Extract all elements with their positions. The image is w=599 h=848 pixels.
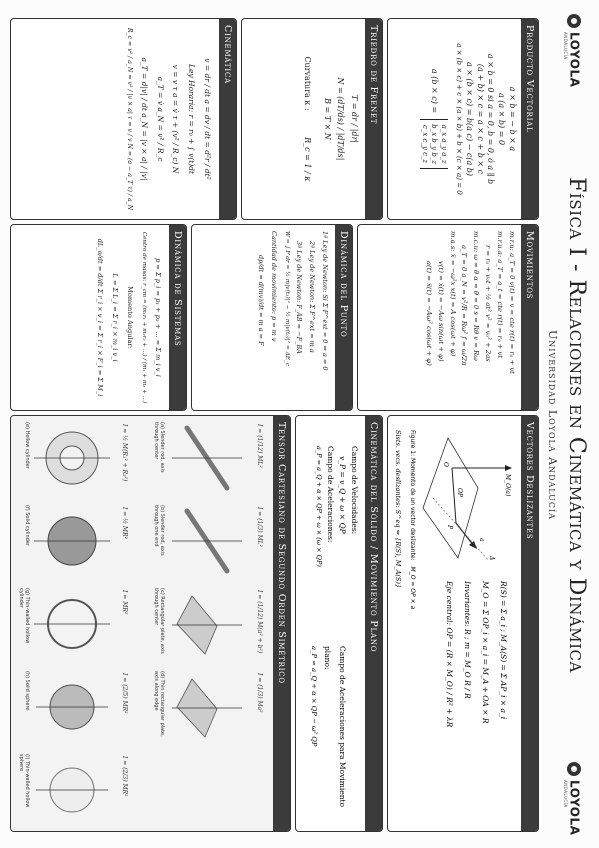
formula: dL_o/dt = d/dt Σ r_i × v_i = Σ r_i × F_i = Σ M_i [95,238,104,397]
moments-of-inertia-figure [11,416,273,831]
formula-label: Momento Angular: [125,286,134,349]
plane-motion-label: Campo de Aceleraciones para Movimiento plano: [323,646,347,808]
formula: 1ª Ley de Newton: Si Σ F^ext = 0 ⇒ a = 0 [321,231,329,371]
formula: W = ∫ F dr = ½ m|v(t₁)|² − ½ m|v(t₀)|² = ΔE_c [284,231,290,367]
formula: Cantidad de movimiento: p = m v [270,231,279,342]
inertia-caption: (i) Thin-walled hollow sphere [18,754,30,808]
fig-label-mo: M_O(a) [504,474,511,497]
formula: m.r.u.a: a_T = a_t = cte r(t) = r₀ + vt [496,231,505,359]
formula-resultant: R(S) = Σ a_i ; M_A(S) = Σ AP_i × a_i [499,581,508,720]
sliding-vector-diagram [418,428,518,563]
formula: p = Σ p_i = p₁ + p₂ + ... = Σ m_i v_i [154,258,162,377]
figure-caption: Figure 1: Momento de un vector deslizante: M_O = OP × a [409,430,416,610]
panel-title: Cinemática del Sólido / Movimiento Plano [365,416,382,831]
plate-shape-icon [167,669,247,744]
inertia-formula: I = (1/3) Ma² [256,673,263,713]
inertia-item [147,586,269,661]
loyola-emblem-icon [568,14,582,28]
panel-title: Tensor Cartesiano de Segundo Orden Simétrico [273,416,290,831]
inertia-caption: (d) Thin rectangular plate, axis along edge [153,671,165,737]
loyola-logo-left: LOYOLA ANDALUCÍA [563,14,585,87]
plate-shape-icon [167,586,247,661]
panel-tensor-inercia [10,415,291,832]
panel-title: Triedro de Frenet [365,19,382,219]
curvature-label: Curvatura κ : [303,56,313,111]
inertia-formula: I = ½ MR² [121,507,128,540]
inertia-formula: I = (2/5) MR² [121,673,128,714]
fig-label-a: a [478,538,485,542]
solido-left [314,446,360,567]
formula: L = Σ L_i = Σ r_i × m_i v_i [110,273,119,362]
inertia-item [12,586,134,661]
inertia-item [12,669,134,744]
formula-curvature: R_c = 1 / κ [303,137,313,182]
velocity-field-label: Campo de Velocidades: [350,446,359,535]
formula-plane-acceleration: a_P = a_Q + α × QP − ω² QP [310,646,318,747]
formula-normal: N = (dT/ds) / |dT/ds| [336,77,346,161]
fig-label-p: P [446,525,453,530]
loyola-emblem-icon [568,762,582,776]
formula: a (a × b) = 0 [497,92,507,146]
inertia-caption: (f) Solid cylinder [24,505,30,546]
panel-title: Producto Vectorial [521,19,538,219]
panel-dinamica-sistemas [10,224,187,411]
hsphere-shape-icon [32,752,112,827]
formula: a × b = − b × a [508,86,517,152]
rod-shape-icon [167,420,247,495]
inertia-item [147,503,269,578]
equivalent-systems: Sists. vecs. deslizantes: S^eq ⇔ {R(S), M_A(S)} [394,430,402,589]
inertia-caption: (a) Slender rod, axis through center [153,422,165,473]
inertia-item [12,752,134,827]
vectores-formulas [440,581,512,727]
panel-dinamica-punto [191,224,353,411]
formula-acceleration-field: a_P = a_Q + α × QP + ω × (ω × QP) [315,446,323,567]
panel-cinematica-solido [295,415,383,832]
formula: m.a.s: ẍ = −ω²x x(t) = A cos(ωt + φ) [448,231,457,357]
panel-title: Cinemática [219,19,236,219]
sphere-shape-icon [32,669,112,744]
inertia-formula: I = (1/12) M(a² + b²) [256,590,263,654]
page-subtitle: Universidad Loyola Andalucía [546,330,559,520]
panel-producto-vectorial [387,18,539,220]
formula: a × (b × c) = b(a c) − c(a b) [464,61,474,177]
inertia-caption: (g) Thin-walled hollow cylinder [18,588,30,644]
loyola-logo-right: LOYOLA ANDALUCÍA [563,762,585,835]
inertia-item [12,420,134,495]
inertia-item [147,420,269,495]
formula-moment: M_O = Σ OP_i × a_i = M_A + OA × R [481,581,490,724]
determinant: a_x a_y a_z b_x b_y b_z c_x c_y c_z [420,119,447,169]
formula: m.c.u: ω = θ̇ α = θ̈ = 0 s = Rθ v = Rω [472,231,481,361]
formula: Ley Horaria: r = r₀ + ∫ v(t)dt [187,63,197,174]
panel-title: Movimientos [521,225,538,410]
formula: a × b = 0 si a = 0, b = 0, ó a ∥ b [486,53,496,185]
formula: a_T = 0 a_N = v²/R = Rω² f = ω/2π [460,245,469,366]
formula: a(t) = ẍ(t) = −Aω² cos(ωt + φ) [424,261,433,366]
acceleration-field-label: Campo de Aceleraciones: [326,446,335,543]
panel-movimientos [357,224,539,411]
formula: a × (b × c) + c × (a × b) + b × (c × a) = 0 [455,43,464,195]
panel-title: Dinámica de Sistemas [169,225,186,410]
scyl-shape-icon [32,503,112,578]
panel-title: Dinámica del Punto [335,225,352,410]
formula: R_c = v² / a_N = v³ / |v × a| τ = v / v N = (a − a_T τ) / a_N [126,27,134,211]
hcyl-shape-icon [32,420,112,495]
inertia-formula: I = (1/12) ML² [256,424,263,468]
inertia-formula: I = MR² [121,590,128,615]
formula: v = v τ a = v̇ τ + (v² / R_c) N [171,64,181,174]
formula: a_T = d|v| / dt a_N = |v × a| / |v| [140,57,149,181]
rod-shape-icon [167,503,247,578]
tcyl-shape-icon [32,586,112,661]
panel-cinematica [10,18,237,220]
fig-label-delta: Δ [488,556,495,561]
formula: v = dr / dt a = dv / dt = d²r / dt² [203,58,212,180]
formula: r = r₀ + v₀t + ½ at² v² = v₀² + 2as [484,245,493,362]
inertia-formula: I = (1/3) ML² [256,507,263,547]
page-title: Física I - Relaciones en Cinemática y Dinámica [564,177,589,673]
formula: (a + b) × c = a × c + b × c [475,63,485,175]
formula: a_T = v̇ a_N = v² / R_c [155,76,165,162]
fig-label-op: OP [456,488,463,497]
formula: 3ª Ley de Newton: F_AB = −F_BA [295,241,303,354]
formula: Centro de masas: r_cm = (m₁r₁ + m₂r₂ + ...) / (m₁ + m₂ + ...) [140,231,147,404]
formula: m.r.u: a_T = 0 v(t) = v = cte r(t) = r₀ + vt [508,231,516,374]
inertia-item [12,503,134,578]
inertia-caption: (e) Hollow cylinder [24,422,30,469]
solido-right [306,646,350,831]
formula-velocity-field: v_P = v_Q + ω × QP [338,456,347,534]
inertia-item [147,669,269,744]
inertia-formula: I = ½ M(R₁² + R₂²) [121,424,128,482]
formula: 2ª Ley de Newton: Σ F^ext = m a [308,241,316,353]
inertia-caption: (h) Solid sphere [24,671,30,711]
inertia-caption: (b) Slender rod, axis through one end [153,505,165,556]
fig-label-o: O [442,462,449,467]
inertia-caption: (c) Rectangular plate, axis through center [153,588,165,654]
panel-vectores-deslizantes [387,415,539,832]
formula-invariants: Invariantes: R ; m = M_O R / R [463,581,472,699]
panel-triedro-frenet [241,18,383,220]
determinant-label: a (b × c) = [430,68,440,114]
panel-title: Vectores Deslizantes [521,416,538,831]
formula: v(t) = ẋ(t) = −Aω sin(ωt + φ) [436,261,445,362]
formula-tangent: T = dr / |dr| [350,94,359,144]
inertia-formula: I = (2/3) MR² [121,756,128,797]
formula: dp/dt = d(mv)/dt = m a = F [257,255,266,346]
formula-binormal: B = T × N [322,98,332,140]
formula-central-axis: Eje central: OP = (R × M_O) / R² + λR [445,581,454,728]
